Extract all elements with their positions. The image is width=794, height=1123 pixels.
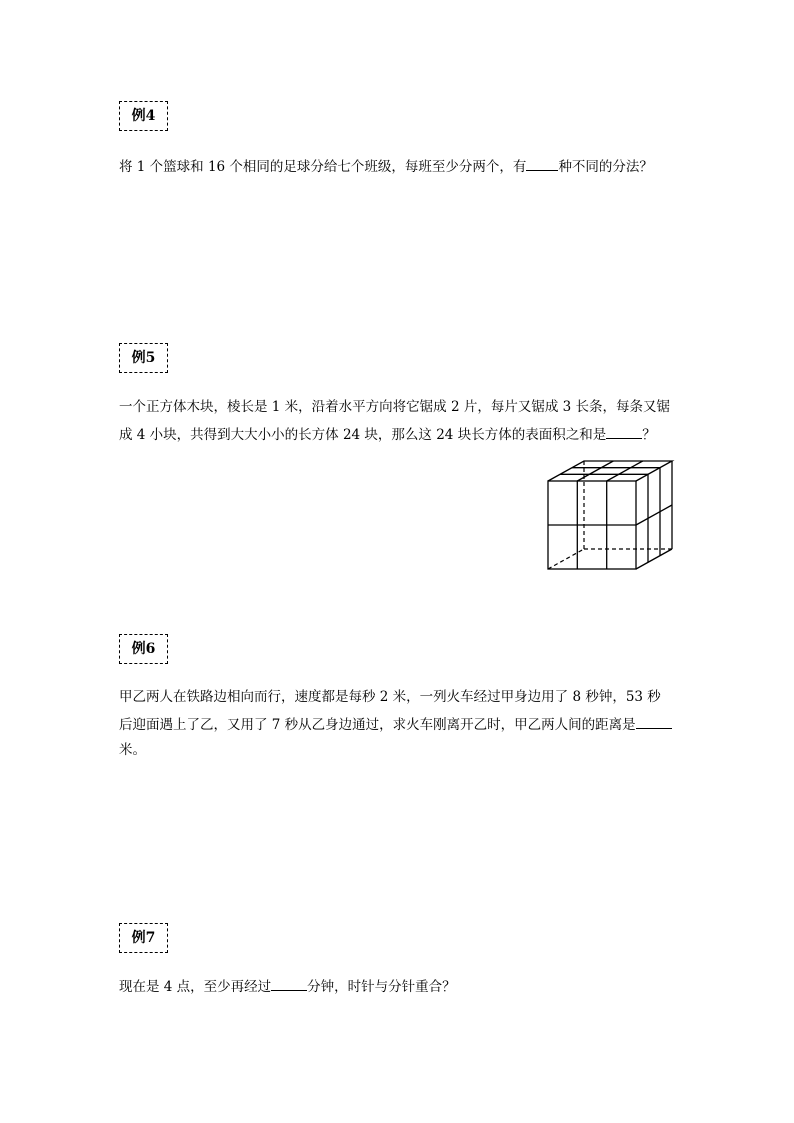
example-4-answer-blank[interactable]	[526, 157, 558, 171]
example-7-text-part1: 现在是 4 点，至少再经过	[119, 979, 272, 995]
cube-top-face	[548, 461, 672, 481]
example-6-line-1: 甲乙两人在铁路边相向而行，速度都是每秒 2 米，一列火车经过甲身边用了 8 秒钟，53 秒	[119, 689, 661, 705]
example-7-text	[119, 977, 456, 996]
example-4-tag: 例4	[119, 101, 168, 131]
example-5-line-2	[119, 425, 656, 444]
example-5-line-1: 一个正方体木块，棱长是 1 米，沿着水平方向将它锯成 2 片，每片又锯成 3 长条，每条又锯	[119, 399, 671, 415]
cube-hidden-depth-edge	[548, 549, 584, 569]
example-6-answer-blank[interactable]	[636, 715, 672, 729]
example-4-text	[119, 157, 653, 176]
example-5-text-part2: ？	[642, 427, 656, 443]
cube-right-bottom-edge	[636, 549, 672, 569]
example-6-tag: 例6	[119, 634, 168, 664]
example-6-line-2	[119, 715, 672, 734]
example-5-text-part1: 成 4 小块，共得到大大小小的长方体 24 块，那么这 24 块长方体的表面积之和是	[119, 427, 607, 443]
cube-right-horizontal-cut	[636, 505, 672, 525]
example-7-text-part2: 分钟，时针与分针重合？	[307, 979, 456, 995]
example-4-text-part1: 将 1 个篮球和 16 个相同的足球分给七个班级，每班至少分两个，有	[119, 159, 527, 175]
example-4-text-part2: 种不同的分法？	[558, 159, 653, 175]
example-7-tag: 例7	[119, 923, 168, 953]
example-7-answer-blank[interactable]	[271, 977, 307, 991]
example-5-tag: 例5	[119, 343, 168, 373]
example-6-text-part1: 后迎面遇上了乙，又用了 7 秒从乙身边通过，求火车刚离开乙时，甲乙两人间的距离是	[119, 717, 636, 733]
cut-cube-figure	[545, 458, 675, 572]
cube-top-depth-line-2	[607, 461, 643, 481]
cube-top-depth-line-1	[577, 461, 613, 481]
example-5-answer-blank[interactable]	[606, 425, 642, 439]
example-6-line-3: 米。	[119, 742, 146, 758]
